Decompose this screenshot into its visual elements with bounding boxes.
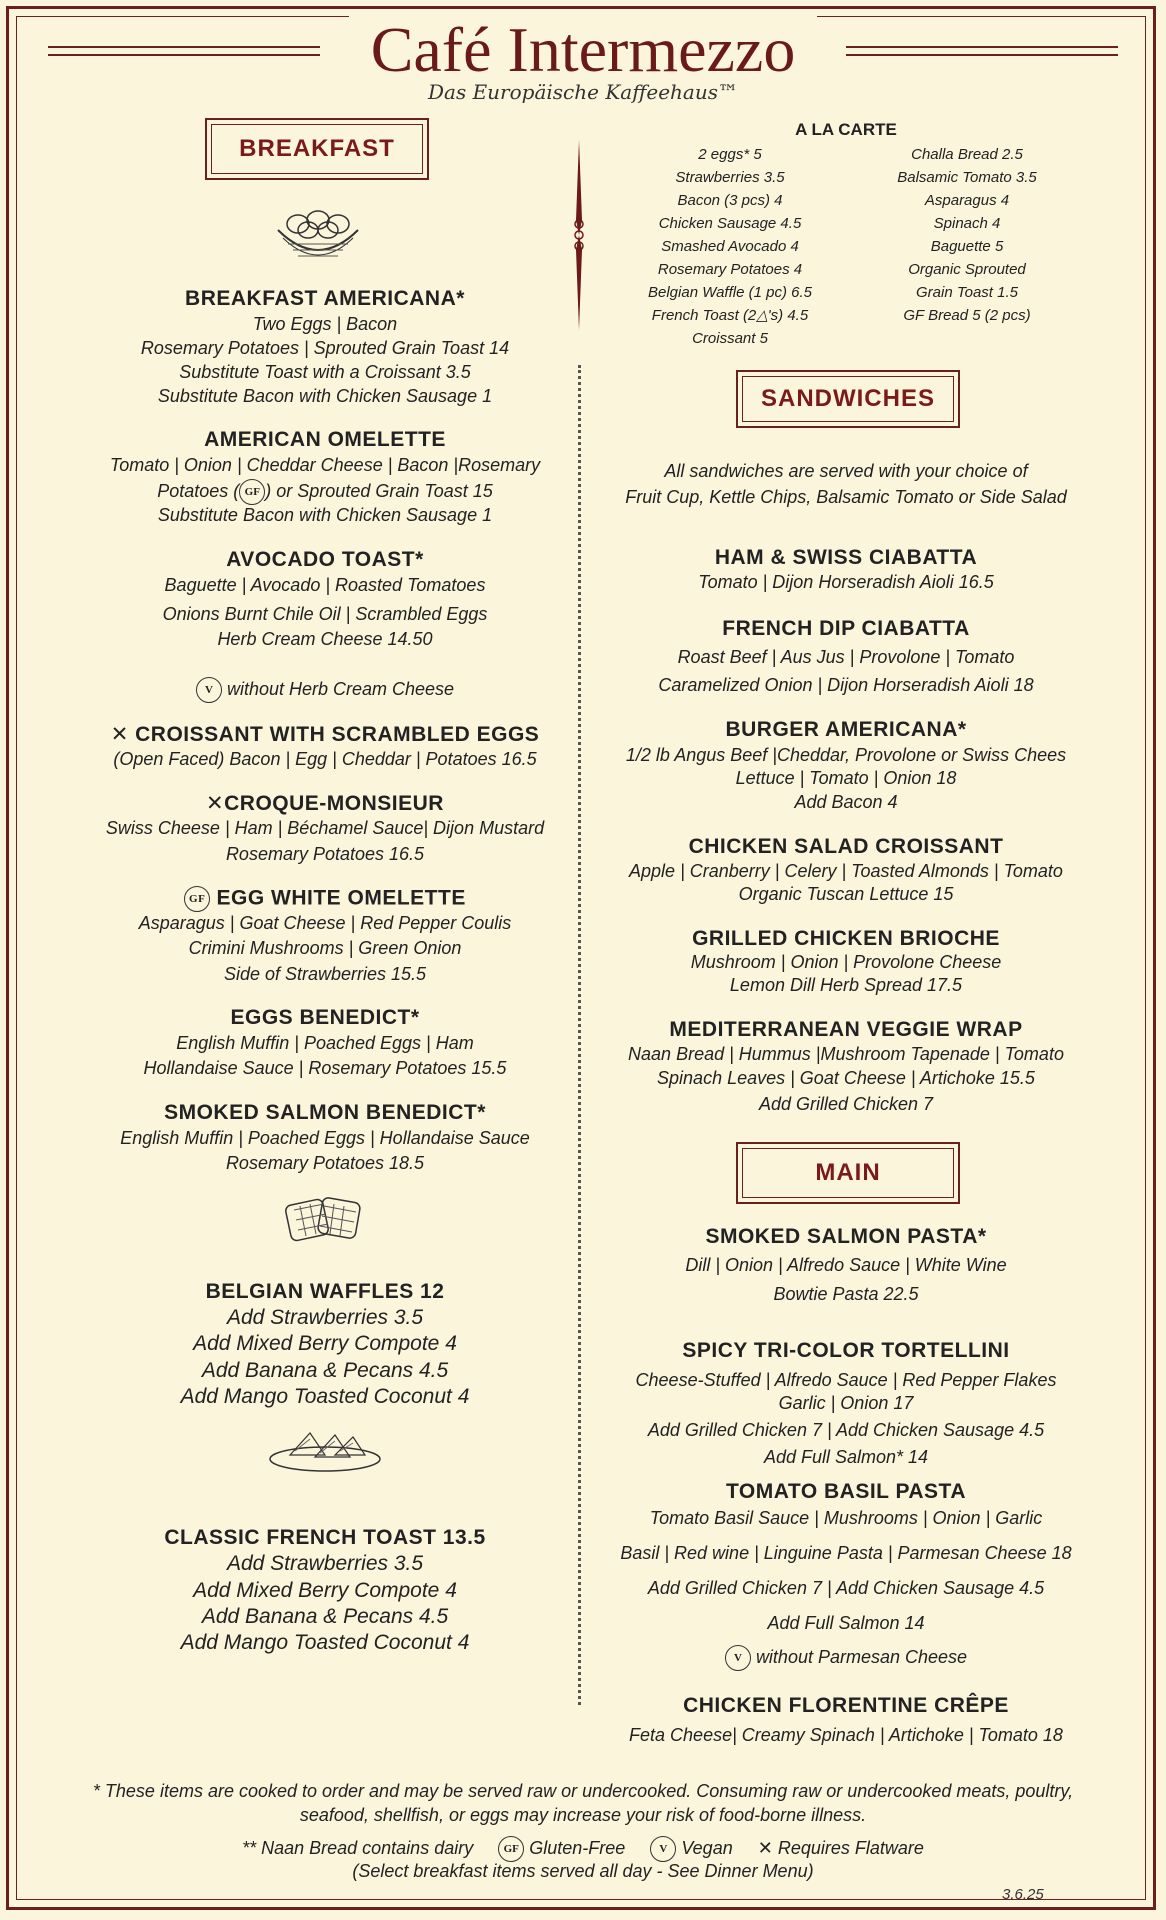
- item-title: EGGS BENEDICT*: [230, 1006, 420, 1029]
- flatware-icon: ✕: [757, 1837, 773, 1858]
- item-line: Crimini Mushrooms | Green Onion: [188, 938, 462, 958]
- item-line-with-badge: V without Parmesan Cheese: [596, 1645, 1096, 1671]
- item-line: Organic Tuscan Lettuce 15: [738, 884, 954, 904]
- gluten-free-icon: GF: [184, 886, 210, 912]
- a-la-carte-title: A LA CARTE: [795, 120, 897, 139]
- list-item: Challa Bread 2.5: [911, 146, 1023, 163]
- flatware-icon: ✕: [110, 723, 129, 746]
- disclaimer-line: * These items are cooked to order and may be served raw or undercooked. Consuming raw or undercooked meats, poultry,: [92, 1781, 1074, 1801]
- item-line: Tomato | Onion | Cheddar Cheese | Bacon |Rosemary: [109, 455, 541, 475]
- item-line: Add Full Salmon 14: [767, 1613, 925, 1633]
- menu-date: 3.6.25: [1002, 1886, 1044, 1903]
- item-line: Caramelized Onion | Dijon Horseradish Aioli 18: [658, 675, 1034, 695]
- item-line: Substitute Bacon with Chicken Sausage 1: [157, 386, 493, 406]
- sandwiches-intro-line: Fruit Cup, Kettle Chips, Balsamic Tomato or Side Salad: [625, 487, 1067, 507]
- item-line: Add Grilled Chicken 7 | Add Chicken Sausage 4.5: [647, 1420, 1045, 1440]
- item-title-with-badge: GF EGG WHITE OMELETTE: [70, 886, 580, 912]
- item-line: Spinach Leaves | Goat Cheese | Artichoke 15.5: [657, 1068, 1035, 1088]
- item-line: Lettuce | Tomato | Onion 18: [735, 768, 957, 788]
- item-line: Mushroom | Onion | Provolone Cheese: [690, 952, 1002, 972]
- item-title: CHICKEN FLORENTINE CRÊPE: [683, 1694, 1009, 1717]
- legend-vegan: Vegan: [681, 1837, 733, 1858]
- item-line: Lemon Dill Herb Spread 17.5: [729, 975, 963, 995]
- item-line: Add Mixed Berry Compote 4: [193, 1579, 457, 1602]
- item-line: Add Full Salmon* 14: [763, 1447, 929, 1467]
- item-line: Feta Cheese| Creamy Spinach | Artichoke | Tomato 18: [629, 1725, 1063, 1745]
- list-item: French Toast (2△'s) 4.5: [651, 307, 809, 324]
- item-title: AMERICAN OMELETTE: [204, 428, 446, 451]
- item-line: Substitute Bacon with Chicken Sausage 1: [157, 505, 493, 525]
- item-line: Tomato Basil Sauce | Mushrooms | Onion | Garlic: [649, 1508, 1043, 1528]
- item-title: CHICKEN SALAD CROISSANT: [688, 835, 1004, 858]
- item-line: Add Strawberries 3.5: [226, 1552, 424, 1575]
- legend-row: [40, 1836, 1126, 1862]
- item-line-with-badge: V without Herb Cream Cheese: [70, 677, 580, 703]
- item-line: English Muffin | Poached Eggs | Hollandaise Sauce: [120, 1128, 530, 1148]
- item-line: Add Mixed Berry Compote 4: [193, 1332, 457, 1355]
- list-item: Asparagus 4: [924, 192, 1010, 209]
- sandwiches-intro-line: All sandwiches are served with your choice of: [664, 461, 1028, 481]
- item-title: BREAKFAST AMERICANA*: [185, 287, 465, 310]
- item-title-with-flatware: ✕CROQUE-MONSIEUR: [206, 792, 444, 815]
- vegan-icon: V: [650, 1836, 676, 1862]
- item-title: MEDITERRANEAN VEGGIE WRAP: [669, 1018, 1023, 1041]
- disclaimer-line: seafood, shellfish, or eggs may increase your risk of food-borne illness.: [299, 1805, 867, 1825]
- legend-gluten-free: Gluten-Free: [529, 1837, 626, 1858]
- item-line: Add Mango Toasted Coconut 4: [180, 1385, 470, 1408]
- item-line: Rosemary Potatoes 16.5: [225, 844, 425, 864]
- vegan-icon: V: [196, 677, 222, 703]
- item-title: FRENCH DIP CIABATTA: [722, 617, 970, 640]
- item-line: Rosemary Potatoes | Sprouted Grain Toast 14: [140, 338, 510, 358]
- item-line: Roast Beef | Aus Jus | Provolone | Tomato: [677, 647, 1015, 667]
- vegan-icon: V: [725, 1645, 751, 1671]
- item-title: BELGIAN WAFFLES 12: [205, 1280, 445, 1303]
- list-item: Belgian Waffle (1 pc) 6.5: [648, 284, 812, 301]
- list-item: Rosemary Potatoes 4: [657, 261, 803, 278]
- item-title: HAM & SWISS CIABATTA: [714, 546, 978, 569]
- page-subtitle: Das Europäische Kaffeehaus™: [428, 80, 738, 104]
- item-line: Side of Strawberries 15.5: [223, 964, 427, 984]
- list-item: Smashed Avocado 4: [661, 238, 799, 255]
- list-item: Croissant 5: [692, 330, 768, 347]
- item-line: Apple | Cranberry | Celery | Toasted Almonds | Tomato: [629, 861, 1063, 881]
- item-line: Add Mango Toasted Coconut 4: [180, 1631, 470, 1654]
- a-la-carte-right-list: [867, 143, 1067, 327]
- list-item: Balsamic Tomato 3.5: [897, 169, 1037, 186]
- all-day-note: (Select breakfast items served all day - See Dinner Menu): [352, 1861, 814, 1881]
- page-title: Café Intermezzo: [349, 10, 818, 90]
- waffles-illustration: [280, 1190, 370, 1250]
- item-line: Add Banana & Pecans 4.5: [201, 1359, 449, 1382]
- item-line: Tomato | Dijon Horseradish Aioli 16.5: [698, 572, 994, 592]
- list-item: Organic Sprouted: [908, 261, 1026, 278]
- item-title: SMOKED SALMON PASTA*: [705, 1225, 987, 1248]
- item-line: Asparagus | Goat Cheese | Red Pepper Coulis: [138, 913, 512, 933]
- item-line: 1/2 lb Angus Beef |Cheddar, Provolone or Swiss Chees: [625, 745, 1067, 765]
- item-line: English Muffin | Poached Eggs | Ham: [176, 1033, 474, 1053]
- list-item: Strawberries 3.5: [675, 169, 785, 186]
- naan-note: ** Naan Bread contains dairy: [242, 1837, 474, 1858]
- french-toast-illustration: [265, 1425, 385, 1475]
- item-title: GRILLED CHICKEN BRIOCHE: [692, 927, 1000, 950]
- item-line: Two Eggs | Bacon: [252, 314, 398, 334]
- list-item: 2 eggs* 5: [698, 146, 762, 163]
- item-line: Add Strawberries 3.5: [226, 1306, 424, 1329]
- item-title: SMOKED SALMON BENEDICT*: [164, 1101, 486, 1124]
- item-line: Add Grilled Chicken 7 | Add Chicken Sausage 4.5: [647, 1578, 1045, 1598]
- item-line: Add Grilled Chicken 7: [758, 1094, 934, 1114]
- item-line: Substitute Toast with a Croissant 3.5: [179, 362, 471, 382]
- item-line: Baguette | Avocado | Roasted Tomatoes: [164, 575, 486, 595]
- sandwiches-section-label: SANDWICHES: [736, 370, 960, 428]
- legend-flatware: Requires Flatware: [777, 1837, 924, 1858]
- a-la-carte-left-list: [620, 143, 840, 350]
- item-title: CLASSIC FRENCH TOAST 13.5: [164, 1526, 486, 1549]
- item-title-with-flatware: ✕ CROISSANT WITH SCRAMBLED EGGS: [110, 723, 540, 746]
- list-item: Spinach 4: [933, 215, 1001, 232]
- breakfast-section-label: BREAKFAST: [205, 118, 429, 180]
- egg-basket-illustration: [268, 200, 368, 265]
- item-line: Onions Burnt Chile Oil | Scrambled Eggs: [162, 604, 488, 624]
- gluten-free-icon: GF: [239, 479, 265, 505]
- item-line: Bowtie Pasta 22.5: [773, 1284, 919, 1304]
- item-line: Basil | Red wine | Linguine Pasta | Parmesan Cheese 18: [620, 1543, 1072, 1563]
- list-item: Baguette 5: [930, 238, 1004, 255]
- item-line: (Open Faced) Bacon | Egg | Cheddar | Potatoes 16.5: [113, 749, 537, 769]
- item-line: Cheese-Stuffed | Alfredo Sauce | Red Pepper Flakes: [635, 1370, 1057, 1390]
- list-item: Chicken Sausage 4.5: [658, 215, 802, 232]
- item-line-with-badge: Potatoes ( GF ) or Sprouted Grain Toast 15: [70, 479, 580, 505]
- item-line: Swiss Cheese | Ham | Béchamel Sauce| Dijon Mustard: [105, 818, 545, 838]
- item-line: Naan Bread | Hummus |Mushroom Tapenade | Tomato: [628, 1044, 1064, 1064]
- item-line: Herb Cream Cheese 14.50: [217, 629, 433, 649]
- main-section-label: MAIN: [736, 1142, 960, 1204]
- item-title: AVOCADO TOAST*: [226, 548, 424, 571]
- list-item: Grain Toast 1.5: [915, 284, 1018, 301]
- item-line: Hollandaise Sauce | Rosemary Potatoes 15.5: [143, 1058, 507, 1078]
- item-title: TOMATO BASIL PASTA: [725, 1480, 966, 1503]
- item-line: Dill | Onion | Alfredo Sauce | White Wine: [685, 1255, 1007, 1275]
- item-title: BURGER AMERICANA*: [725, 718, 967, 741]
- gluten-free-icon: GF: [498, 1836, 524, 1862]
- flatware-icon: ✕: [206, 792, 225, 815]
- item-line: Add Bacon 4: [794, 792, 898, 812]
- list-item: Bacon (3 pcs) 4: [677, 192, 783, 209]
- item-line: Add Banana & Pecans 4.5: [201, 1605, 449, 1628]
- list-item: GF Bread 5 (2 pcs): [903, 307, 1031, 324]
- item-line: Garlic | Onion 17: [778, 1393, 914, 1413]
- item-line: Rosemary Potatoes 18.5: [225, 1153, 425, 1173]
- item-title: SPICY TRI-COLOR TORTELLINI: [682, 1339, 1010, 1362]
